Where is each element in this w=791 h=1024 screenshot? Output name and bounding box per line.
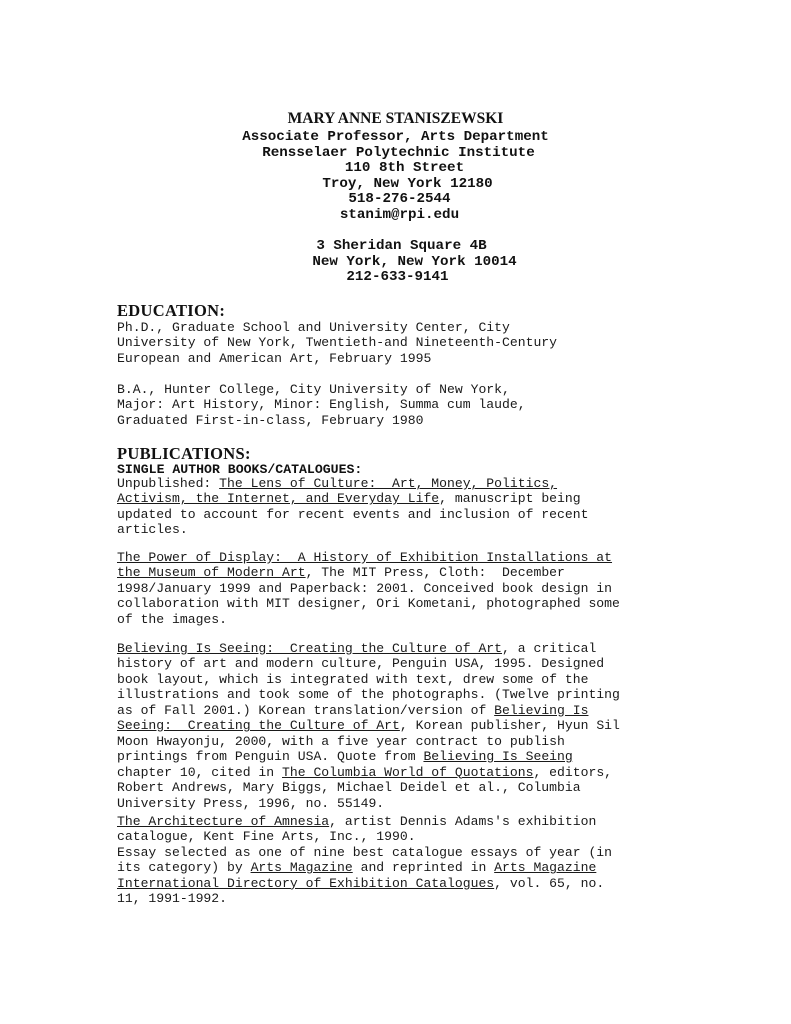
publication-entry-architecture-of-amnesia xyxy=(117,814,677,907)
education-phd xyxy=(117,320,677,366)
publications-heading: PUBLICATIONS: xyxy=(117,444,251,463)
book-title: the Museum of Modern Art xyxy=(117,565,306,581)
book-title: The Columbia World of Quotations xyxy=(282,764,534,780)
book-title: The Architecture of Amnesia xyxy=(117,814,330,829)
education-heading: EDUCATION: xyxy=(117,301,226,320)
text-line: Moon Hwayonju, 2000, with a five year contract to publish xyxy=(117,733,565,749)
author-name: MARY ANNE STANISZEWSKI xyxy=(287,110,504,127)
text: , Korean publisher, Hyun Sil xyxy=(399,718,620,734)
text-line: Robert Andrews, Mary Biggs, Michael Deidel et al., Columbia xyxy=(117,780,581,796)
text-line: book layout, which is integrated with text, drew some of the xyxy=(117,671,589,687)
book-title: Activism, the Internet, and Everyday Life xyxy=(117,491,440,507)
work-phone: 518-276-2544 xyxy=(348,191,451,207)
text: printings from Penguin USA. Quote from xyxy=(117,749,424,765)
text-line: 1998/January 1999 and Paperback: 2001. Conceived book design in xyxy=(117,580,613,596)
text-line: University of New York, Twentieth-and Nineteenth-Century xyxy=(117,335,558,351)
text-line: European and American Art, February 1995 xyxy=(117,350,432,366)
magazine-title: Arts Magazine xyxy=(494,860,597,876)
magazine-title: International Directory of Exhibition Catalogues xyxy=(117,875,495,891)
publication-entry-power-of-display xyxy=(117,550,677,627)
home-phone: 212-633-9141 xyxy=(346,269,449,285)
text-line: articles. xyxy=(117,522,188,538)
contact-header xyxy=(0,111,791,286)
text-line: catalogue, Kent Fine Arts, Inc., 1990. xyxy=(117,829,416,845)
text-line: history of art and modern culture, Penguin USA, 1995. Designed xyxy=(117,656,605,672)
email[interactable]: stanim@rpi.edu xyxy=(339,206,460,223)
text-line: Ph.D., Graduate School and University Center, City xyxy=(117,320,510,335)
text: and reprinted in xyxy=(352,860,495,876)
text: , editors, xyxy=(533,764,613,780)
text-line: University Press, 1996, no. 55149. xyxy=(117,795,385,811)
text: as of Fall 2001.) Korean translation/version of xyxy=(117,702,495,718)
book-title: Believing Is Seeing: Creating the Culture of Art xyxy=(117,641,503,656)
text: chapter 10, cited in xyxy=(117,764,283,780)
text: , a critical xyxy=(502,641,597,656)
text-line: illustrations and took some of the photographs. (Twelve printing xyxy=(117,687,620,703)
job-title: Associate Professor, Arts Department xyxy=(242,129,549,145)
text-line: collaboration with MIT designer, Ori Kometani, photographed some xyxy=(117,596,620,612)
book-title: Believing Is xyxy=(494,702,589,718)
text-line: Graduated First-in-class, February 1980 xyxy=(117,412,424,428)
text-line: of the images. xyxy=(117,611,228,627)
text-line: Major: Art History, Minor: English, Summa cum laude, xyxy=(117,397,526,413)
book-title: Seeing: Creating the Culture of Art xyxy=(117,718,400,734)
text: , The MIT Press, Cloth: December xyxy=(305,565,565,581)
magazine-title: Arts Magazine xyxy=(250,860,353,876)
book-title: The Power of Display: A History of Exhibition Installations at xyxy=(117,550,613,565)
text: its category) by xyxy=(117,860,251,876)
text-line: updated to account for recent events and inclusion of recent xyxy=(117,506,589,522)
text: , artist Dennis Adams's exhibition xyxy=(329,814,597,829)
text: , manuscript being xyxy=(439,491,581,507)
home-city: New York, New York 10014 xyxy=(312,253,517,270)
book-title: The Lens of Culture: Art, Money, Politics, xyxy=(219,476,558,491)
text-line: Essay selected as one of nine best catalogue essays of year (in xyxy=(117,844,613,860)
home-street: 3 Sheridan Square 4B xyxy=(316,238,487,254)
education-ba xyxy=(117,382,677,428)
publication-entry-believing-is-seeing xyxy=(117,641,677,811)
institution: Rensselaer Polytechnic Institute xyxy=(262,144,535,161)
text-line: B.A., Hunter College, City University of New York, xyxy=(117,382,510,397)
books-subheading: SINGLE AUTHOR BOOKS/CATALOGUES: xyxy=(117,462,363,477)
text: Unpublished: xyxy=(117,476,220,491)
text-line: 11, 1991-1992. xyxy=(117,891,228,907)
book-title: Believing Is Seeing xyxy=(423,749,573,765)
work-street: 110 8th Street xyxy=(344,160,465,176)
work-city: Troy, New York 12180 xyxy=(322,175,493,192)
text: , vol. 65, no. xyxy=(494,875,605,891)
publication-entry-lens-of-culture xyxy=(117,476,677,538)
